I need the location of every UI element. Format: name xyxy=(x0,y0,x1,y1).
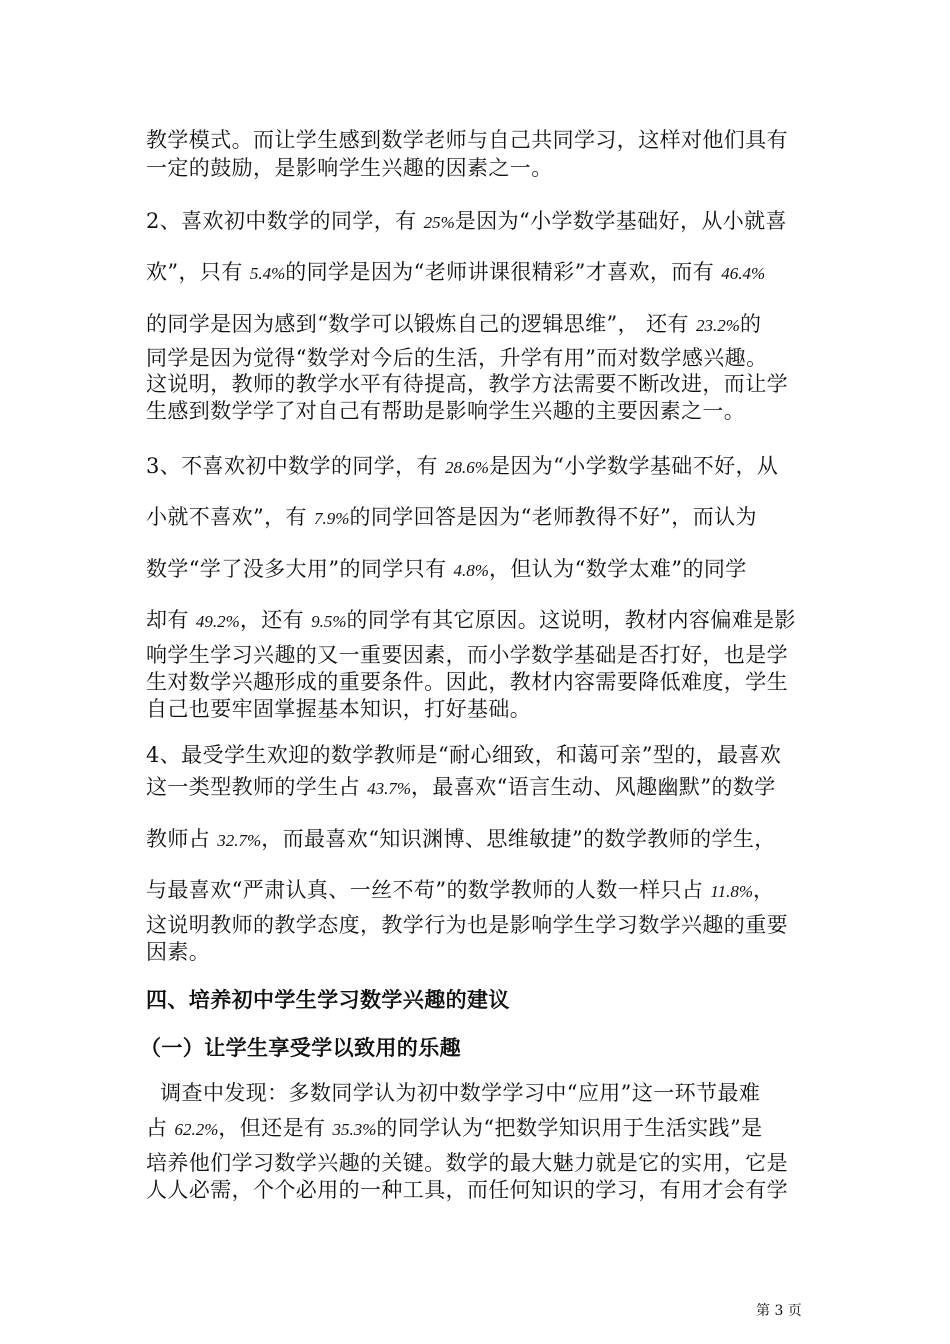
subsection-heading: （一）让学生享受学以致用的乐趣 xyxy=(140,1035,461,1060)
text-line xyxy=(146,207,787,237)
text-line: 培养他们学习数学兴趣的关键。数学的最大魅力就是它的实用，它是 xyxy=(146,1151,788,1175)
percent-value: 7.9% xyxy=(314,509,350,528)
text-run: 是因为“小学数学基础好，从小就喜 xyxy=(454,209,787,233)
text-run: 占 xyxy=(146,1116,175,1140)
percent-value: 9.5% xyxy=(311,612,347,631)
percent-value: 4.8% xyxy=(453,561,489,580)
text-run: 的同学是因为“老师讲课很精彩”才喜欢，而有 xyxy=(285,260,722,284)
section-heading: 四、培养初中学生学习数学兴趣的建议 xyxy=(146,987,510,1012)
text-line: 调查中发现：多数同学认为初中数学学习中“应用”这一环节最难 xyxy=(146,1081,761,1105)
text-line xyxy=(146,825,776,855)
percent-value: 49.2% xyxy=(195,612,240,631)
text-run: ，还有 xyxy=(239,608,312,632)
text-line xyxy=(146,452,778,482)
page-number: 第 3 页 xyxy=(756,1303,802,1319)
text-run: 的同学是因为感到“数学可以锻炼自己的逻辑思维”， 还有 xyxy=(146,312,697,336)
text-run: 的同学回答是因为“老师教得不好”，而认为 xyxy=(349,505,757,529)
text-line: 4、最受学生欢迎的数学教师是“耐心细致，和蔼可亲”型的，最喜欢 xyxy=(146,743,782,767)
text-line: 人人必需，个个必用的一种工具，而任何知识的学习，有用才会有学 xyxy=(146,1178,788,1202)
percent-value: 11.8% xyxy=(710,882,754,901)
text-run: 的同学有其它原因。这说明，教材内容偏难是影 xyxy=(346,608,796,632)
percent-value: 25% xyxy=(423,213,455,232)
text-line xyxy=(146,258,765,288)
text-line: 同学是因为觉得“数学对今后的生活，升学有用”而对数学感兴趣。 xyxy=(146,346,768,370)
text-run: 却有 xyxy=(146,608,196,632)
percent-value: 23.2% xyxy=(696,316,740,335)
text-run: ，但还是有 xyxy=(218,1116,333,1140)
text-line: 教学模式。而让学生感到数学老师与自己共同学习，这样对他们具有 xyxy=(146,128,788,152)
percent-value: 28.6% xyxy=(445,458,489,477)
text-line: 这说明，教师的教学水平有待提高，教学方法需要不断改进，而让学 xyxy=(146,372,788,396)
text-run: 数学“学了没多大用”的同学只有 xyxy=(146,557,454,581)
text-line xyxy=(146,773,776,803)
text-line: 响学生学习兴趣的又一重要因素，而小学数学基础是否打好，也是学 xyxy=(146,643,788,667)
percent-value: 32.7% xyxy=(217,831,262,850)
text-run: ，而最喜欢“知识渊博、思维敏捷”的数学教师的学生， xyxy=(261,827,776,851)
text-run: 的同学认为“把数学知识用于生活实践”是 xyxy=(376,1116,763,1140)
percent-value: 43.7% xyxy=(367,779,411,798)
text-line: 生感到数学学了对自己有帮助是影响学生兴趣的主要因素之一。 xyxy=(146,399,746,423)
text-line xyxy=(146,503,757,533)
text-line xyxy=(146,1114,762,1144)
text-line: 因素。 xyxy=(146,940,211,964)
text-line: 这说明教师的教学态度，教学行为也是影响学生学习数学兴趣的重要 xyxy=(146,913,788,937)
text-line: 一定的鼓励，是影响学生兴趣的因素之一。 xyxy=(146,156,553,180)
text-run: 欢”，只有 xyxy=(146,260,250,284)
percent-value: 35.3% xyxy=(332,1120,377,1139)
text-run: 小就不喜欢”，有 xyxy=(146,505,315,529)
text-line xyxy=(146,606,796,636)
text-run: 与最喜欢“严肃认真、一丝不苟”的数学教师的人数一样只占 xyxy=(146,878,711,902)
percent-value: 62.2% xyxy=(174,1120,219,1139)
text-run: ，最喜欢“语言生动、风趣幽默”的数学 xyxy=(411,775,776,799)
text-line: 自己也要牢固掌握基本知识，打好基础。 xyxy=(146,697,532,721)
percent-value: 5.4% xyxy=(249,264,286,283)
text-line xyxy=(146,555,747,585)
text-line: 生对数学兴趣形成的重要条件。因此，教材内容需要降低难度，学生 xyxy=(146,670,788,694)
text-run: 3、不喜欢初中数学的同学，有 xyxy=(146,454,446,478)
percent-value: 46.4% xyxy=(721,264,766,283)
text-run: ， xyxy=(753,878,775,902)
text-run: 的 xyxy=(739,312,762,336)
text-run: 是因为“小学数学基础不好，从 xyxy=(488,454,779,478)
text-line xyxy=(146,310,761,340)
text-run: 2、喜欢初中数学的同学，有 xyxy=(146,209,424,233)
text-run: ，但认为“数学太难”的同学 xyxy=(488,557,747,581)
text-run: 教师占 xyxy=(146,827,218,851)
text-line xyxy=(146,876,774,906)
text-run: 这一类型教师的学生占 xyxy=(146,775,368,799)
